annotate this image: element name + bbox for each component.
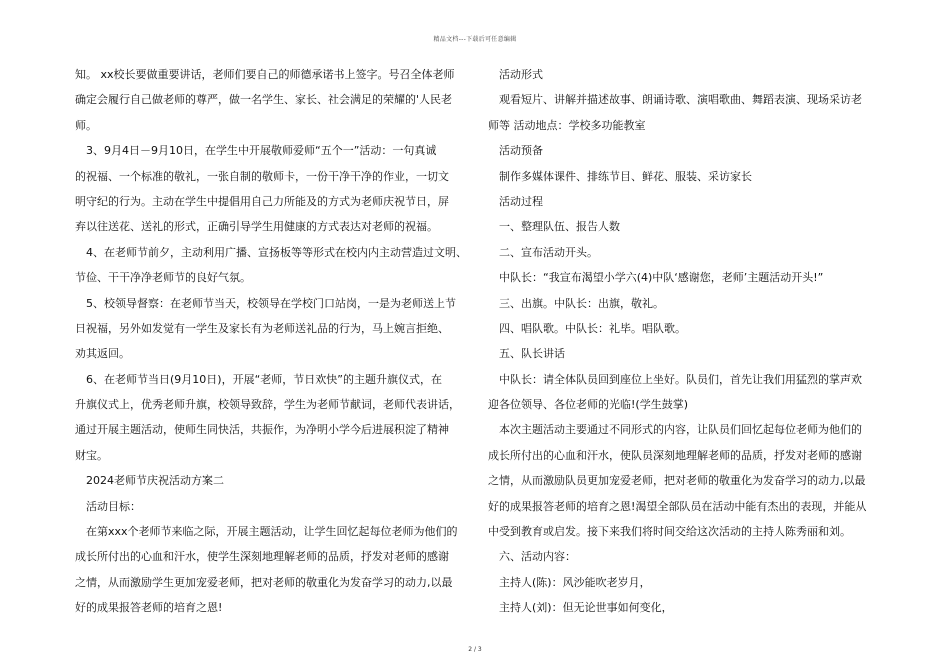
text-line: 制作多媒体课件、排练节目、鲜花、服装、采访家长 [499,169,752,183]
text-line: 本次主题活动主要通过不同形式的内容，让队员们回忆起每位老师为他们的 [499,423,862,437]
right-column [488,62,878,621]
text-line: 确定会履行自己做老师的尊严，做一名学生、家长、社会满足的荣耀的'人民老 [75,93,453,107]
text-line: 明守纪的行为。主动在学生中提倡用自己力所能及的方式为老师庆祝节日，屏 [75,194,449,208]
text-line: 4、在老师节前夕，主动利用广播、宣扬板等等形式在校内内主动营造过文明、 [86,245,467,259]
text-line: 成长所付出的心血和汗水，使学生深刻地理解老师的品质，抒发对老师的感谢 [75,550,449,564]
text-line: 之情，从而激励队员更加宠爱老师，把对老师的敬重化为发奋学习的动力,以最 [488,474,866,488]
text-line: 二、宣布活动开头。 [499,245,598,259]
text-line: 活动形式 [499,68,543,81]
text-line: 活动目标： [86,499,141,513]
text-line: 中队长：请全体队员回到座位上坐好。队员们，首先让我们用猛烈的掌声欢 [499,372,862,386]
text-line: 5、校领导督察：在老师节当天，校领导在学校门口站岗，一是为老师送上节 [86,296,456,310]
page-header: 精品文档---下载后可任意编辑 [433,36,517,43]
text-line: 2024老师节庆祝活动方案二 [86,474,224,488]
text-line: 升旗仪式上，优秀老师升旗，校领导致辞，学生为老师节献词，老师代表讲话， [75,398,460,412]
page-number: 2 / 3 [468,646,482,653]
text-line: 活动预备 [499,144,543,158]
text-line: 师。 [75,118,97,132]
text-line: 主持人(陈)：风沙能吹老岁月， [499,575,651,589]
text-line: 知。 xx校长要做重要讲话，老师们要自己的师德承诺书上签字。号召全体老师 [75,68,455,81]
text-line: 财宝。 [75,448,108,462]
text-line: 五、队长讲话 [499,347,565,361]
text-line: 观看短片、讲解并描述故事、朗诵诗歌、演唱歌曲、舞蹈表演、现场采访老 [499,93,862,107]
text-line: 通过开展主题活动，使师生同快活，共振作，为净明小学今后进展积淀了精神 [75,423,449,437]
text-line: 节俭、干干净净老师节的良好气氛。 [75,271,251,285]
text-line: 成长所付出的心血和汗水，使队员深刻地理解老师的品质，抒发对老师的感谢 [488,448,862,462]
text-line: 好的成果报答老师的培育之恩! [75,601,223,615]
text-line: 日祝福，另外如发觉有一学生及家长有为老师送礼品的行为，马上婉言拒绝、 [75,321,449,335]
text-line: 迎各位领导、各位老师的光临!(学生鼓掌) [488,398,688,412]
text-line: 的祝福、一个标准的敬礼，一张自制的敬师卡，一份干净干净的作业，一切文 [75,169,449,183]
text-line: 6、在老师节当日(9月10日)，开展“老师，节日欢快”的主题升旗仪式，在 [86,372,442,386]
text-line: 活动过程 [499,194,543,208]
text-line: 中队长：“我宣布渴望小学六(4)中队‘感谢您，老师’主题活动开头!” [499,271,824,285]
text-line: 弃以往送花、送礼的形式，正确引导学生用健康的方式表达对老师的祝福。 [75,220,438,234]
text-line: 主持人(刘)：但无论世事如何变化， [499,601,673,615]
text-line: 六、活动内容： [499,550,576,564]
left-column [75,62,467,621]
text-line: 一、整理队伍、报告人数 [499,220,620,234]
text-line: 3、9月4日－9月10日，在学生中开展敬师爱师“五个一”活动：一句真诚 [86,144,437,158]
text-line: 中受到教育或启发。接下来我们将时间交给这次活动的主持人陈秀丽和刘。 [488,525,851,539]
text-line: 师等 活动地点：学校多功能教室 [488,118,646,132]
text-line: 三、出旗。中队长：出旗，敬礼。 [499,296,664,310]
text-line: 好的成果报答老师的培育之恩!渴望全部队员在活动中能有杰出的表现，并能从 [488,499,867,513]
text-line: 劝其返回。 [75,347,130,361]
text-line: 之情，从而激励学生更加宠爱老师，把对老师的敬重化为发奋学习的动力,以最 [75,575,453,589]
text-line: 在第xxx个老师节来临之际，开展主题活动，让学生回忆起每位老师为他们的 [86,525,458,539]
text-line: 四、唱队歌。中队长：礼毕。唱队歌。 [499,321,686,335]
